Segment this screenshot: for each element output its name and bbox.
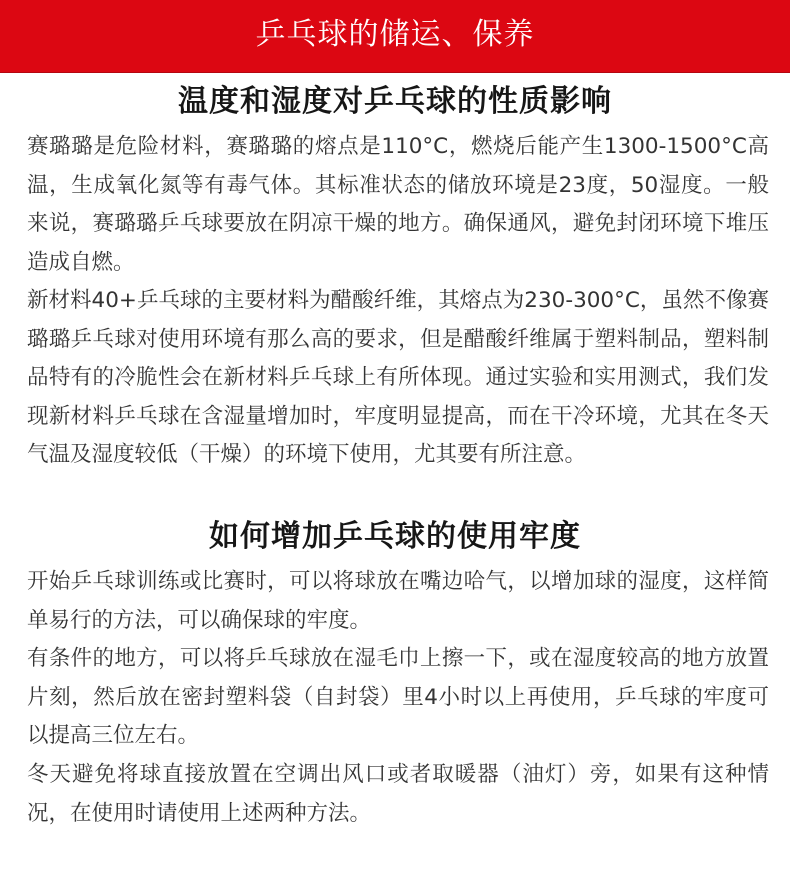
section-heading-temperature-humidity: 温度和湿度对乒乓球的性质影响: [178, 84, 612, 119]
banner-title: 乒乓球的储运、保养: [255, 17, 535, 52]
paragraph-celluloid: 赛璐璐是危险材料，赛璐璐的熔点是110°C，燃烧后能产生1300-1500°C高温，生成氧化氮等有毒气体。其标准状态的储放环境是23度，50湿度。一般来说，赛璐璐乒乓球要放在阴凉干燥的地方。确保通风，避免封闭环境下堆压造成自燃。: [27, 134, 769, 275]
paragraph-winter-tip: 冬天避免将球直接放置在空调出风口或者取暖器（油灯）旁，如果有这种情况，在使用时请使用上述两种方法。: [27, 762, 769, 826]
paragraph-towel-tip: 有条件的地方，可以将乒乓球放在湿毛巾上擦一下，或在湿度较高的地方放置片刻，然后放在密封塑料袋（自封袋）里4小时以上再使用，乒乓球的牢度可以提高三位左右。: [27, 646, 769, 748]
header-banner: [0, 0, 790, 72]
paragraph-breath-tip: 开始乒乓球训练或比赛时，可以将球放在嘴边哈气，以增加球的湿度，这样简单易行的方法，可以确保球的牢度。: [27, 569, 769, 633]
paragraph-new-material: 新材料40+乒乓球的主要材料为醋酸纤维，其熔点为230-300°C，虽然不像赛璐璐乒乓球对使用环境有那么高的要求，但是醋酸纤维属于塑料制品，塑料制品特有的冷脆性会在新材料乒乓球上有所体现。通过实验和实用测式，我们发现新材料乒乓球在含湿量增加时，牢度明显提高，而在干冷环境，尤其在冬天气温及湿度较低（干燥）的环境下使用，尤其要有所注意。: [27, 288, 769, 467]
section-heading-durability: 如何增加乒乓球的使用牢度: [209, 519, 581, 554]
